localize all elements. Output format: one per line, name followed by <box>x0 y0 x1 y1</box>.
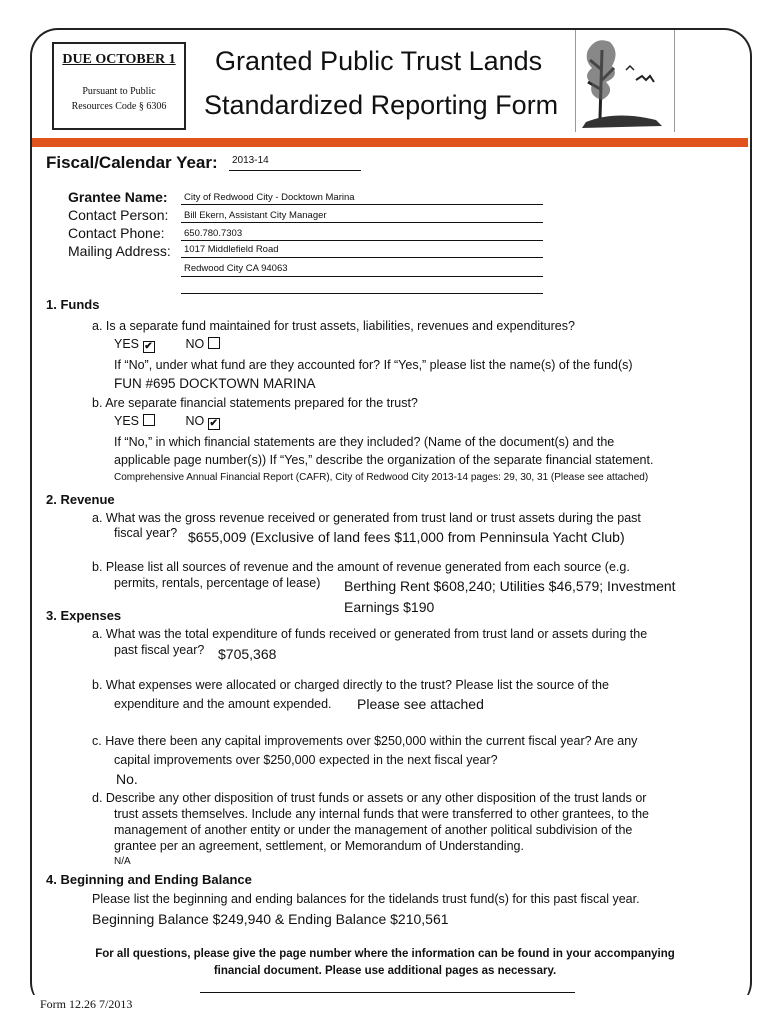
funds-a-options: YES ✔ NO <box>114 336 220 353</box>
fiscal-year-label: Fiscal/Calendar Year: <box>46 153 218 172</box>
revenue-question-a-line2: fiscal year? <box>114 526 178 540</box>
revenue-question-b-line2: permits, rentals, percentage of lease) <box>114 576 321 590</box>
section-expenses-heading: 3. Expenses <box>46 608 122 623</box>
footer-note-line2: financial document. Please use additional pages as necessary. <box>213 965 557 977</box>
expenses-question-d-line4: grantee per an agreement, settlement, or Memorandum of Understanding. <box>114 839 524 853</box>
signature-line <box>200 992 575 993</box>
expenses-question-d-line1: d. Describe any other disposition of trust funds or assets or any other disposition of the trust lands or <box>92 791 647 805</box>
grantee-name-field[interactable]: City of Redwood City - Docktown Marina <box>184 192 355 203</box>
due-title: DUE OCTOBER 1 <box>62 52 176 67</box>
mailing-address-line1[interactable]: 1017 Middlefield Road <box>184 244 279 255</box>
contact-phone-label: Contact Phone: <box>68 225 165 241</box>
revenue-b-answer-line2[interactable]: Earnings $190 <box>344 599 435 615</box>
funds-a-no-checkbox[interactable] <box>208 337 220 349</box>
funds-b-followup-1: If “No,” in which financial statements are they included? (Name of the document(s) and the <box>114 435 615 449</box>
expenses-question-d-line2: trust assets themselves. Include any internal funds that were transferred to other grantees, to the <box>114 807 650 821</box>
revenue-b-answer-line1[interactable]: Berthing Rent $608,240; Utilities $46,579; Investment <box>344 578 676 594</box>
funds-b-yes-checkbox[interactable] <box>143 414 155 426</box>
funds-b-options: YES NO ✔ <box>114 414 218 429</box>
header-accent-bar <box>32 138 748 147</box>
expenses-question-a-line1: a. What was the total expenditure of funds received or generated from trust land or assets during the <box>92 627 648 641</box>
contact-person-field[interactable]: Bill Ekern, Assistant City Manager <box>184 210 327 221</box>
revenue-a-answer[interactable]: $655,009 (Exclusive of land fees $11,000 from Penninsula Yacht Club) <box>188 529 625 545</box>
balance-question: Please list the beginning and ending balances for the tidelands trust fund(s) for this past fiscal year. <box>92 892 640 906</box>
expenses-question-b-line2: expenditure and the amount expended. <box>114 697 332 711</box>
expenses-question-c-line2: capital improvements over $250,000 expected in the next fiscal year? <box>114 753 498 767</box>
expenses-question-a-line2: past fiscal year? <box>114 643 205 657</box>
funds-b-followup-2: applicable page number(s)) If “Yes,” describe the organization of the separate financial statement. <box>114 453 654 467</box>
expenses-c-answer[interactable]: No. <box>116 771 138 787</box>
section-revenue-heading: 2. Revenue <box>46 492 115 507</box>
funds-a-answer[interactable]: FUN #695 DOCKTOWN MARINA <box>114 376 316 391</box>
revenue-question-b-line1: b. Please list all sources of revenue and the amount of revenue generated from each source (e.g. <box>92 560 630 574</box>
tree-logo-icon <box>575 30 675 132</box>
section-funds-heading: 1. Funds <box>46 297 100 312</box>
expenses-d-answer[interactable]: N/A <box>114 856 131 867</box>
due-date-box <box>52 42 186 130</box>
expenses-question-d-line3: management of another entity or under the management of another political subdivision of the <box>114 823 633 837</box>
revenue-question-a-line1: a. What was the gross revenue received or generated from trust land or trust assets during the past <box>92 511 641 525</box>
form-title-line2: Standardized Reporting Form <box>204 90 559 120</box>
grantee-name-label: Grantee Name: <box>68 189 168 205</box>
due-subtitle: Pursuant to Public Resources Code § 6306 <box>71 86 167 112</box>
fiscal-year-value[interactable]: 2013-14 <box>232 155 269 166</box>
mailing-address-label: Mailing Address: <box>68 243 171 259</box>
funds-question-b: b. Are separate financial statements prepared for the trust? <box>92 396 418 410</box>
footer-note-line1: For all questions, please give the page number where the information can be found in your accompanying <box>95 948 675 960</box>
funds-b-answer[interactable]: Comprehensive Annual Financial Report (CAFR), City of Redwood City 2013-14 pages: 29, 30, 31 (Please see attached) <box>114 472 649 483</box>
expenses-a-answer[interactable]: $705,368 <box>218 646 277 662</box>
expenses-b-answer[interactable]: Please see attached <box>357 696 484 712</box>
mailing-address-line2[interactable]: Redwood City CA 94063 <box>184 263 288 274</box>
expenses-question-c-line1: c. Have there been any capital improvements over $250,000 within the current fiscal year? Are any <box>92 734 638 748</box>
expenses-question-b-line1: b. What expenses were allocated or charged directly to the trust? Please list the source of the <box>92 678 609 692</box>
funds-b-no-checkbox[interactable]: ✔ <box>209 418 218 429</box>
section-balance-heading: 4. Beginning and Ending Balance <box>46 872 252 887</box>
form-number: Form 12.26 7/2013 <box>40 997 133 1011</box>
balance-answer[interactable]: Beginning Balance $249,940 & Ending Balance $210,561 <box>92 911 449 927</box>
funds-a-yes-checkbox[interactable]: ✔ <box>144 341 153 352</box>
funds-a-followup: If “No”, under what fund are they accounted for? If “Yes,” please list the name(s) of the fund(s) <box>114 358 633 372</box>
form-title-line1: Granted Public Trust Lands <box>215 46 543 76</box>
funds-question-a: a. Is a separate fund maintained for trust assets, liabilities, revenues and expenditures? <box>92 319 575 333</box>
contact-person-label: Contact Person: <box>68 207 169 223</box>
contact-phone-field[interactable]: 650.780.7303 <box>184 228 243 239</box>
